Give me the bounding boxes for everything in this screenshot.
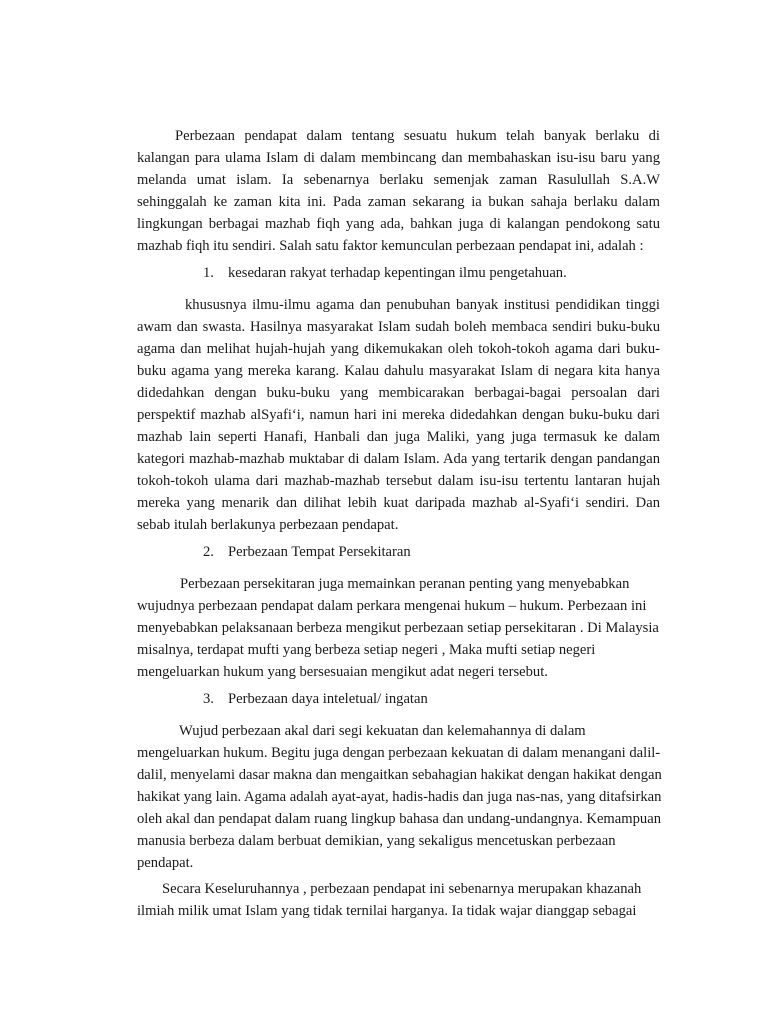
text-line: perspektif mazhab alSyafi‘i, namun hari ini mereka didedahkan dengan buku-buku dari [137,407,660,423]
text-line: kalangan para ulama Islam di dalam membincang dan membahaskan isu-isu baru yang [137,150,660,166]
text-line: ilmiah milik umat Islam yang tidak ternilai harganya. Ia tidak wajar dianggap sebagai [137,903,637,919]
text-line: misalnya, terdapat mufti yang berbeza setiap negeri , Maka mufti setiap negeri [137,642,596,658]
text-line: Perbezaan pendapat dalam tentang sesuatu hukum telah banyak berlaku di [175,128,660,144]
list-item-text: kesedaran rakyat terhadap kepentingan ilmu pengetahuan. [228,265,567,281]
list-number: 2. [203,544,214,560]
text-line: mazhab lain seperti Hanafi, Hanbali dan juga Maliki, yang juga termasuk ke dalam [137,429,660,445]
list-item-text: Perbezaan Tempat Persekitaran [228,544,411,560]
text-line: mereka yang menarik dan dilihat lebih kuat daripada mazhab al-Syafi‘i sendiri. Dan [137,495,660,511]
text-line: mengeluarkan hukum yang bersesuaian mengikut adat negeri tersebut. [137,664,548,680]
text-line: lingkungan berbagai mazhab fiqh yang ada, bahkan juga di kalangan pendokong satu [137,216,660,232]
text-line: sebab itulah berlakunya perbezaan pendapat. [137,517,399,533]
text-line: Perbezaan persekitaran juga memainkan peranan penting yang menyebabkan [180,576,630,592]
text-line: oleh akal dan pendapat dalam ruang lingkup bahasa dan undang-undangnya. Kemampuan [137,811,661,827]
text-line: menyebabkan pelaksanaan berbeza mengikut perbezaan setiap persekitaran . Di Malaysia [137,620,659,636]
list-item-text: Perbezaan daya inteletual/ ingatan [228,691,428,707]
text-line: khususnya ilmu-ilmu agama dan penubuhan banyak institusi pendidikan tinggi [185,297,660,313]
text-line: manusia berbeza dalam berbuat demikian, yang sekaligus mencetuskan perbezaan [137,833,616,849]
text-line: wujudnya perbezaan pendapat dalam perkara mengenai hukum – hukum. Perbezaan ini [137,598,647,614]
text-line: hakikat yang lain. Agama adalah ayat-ayat, hadis-hadis dan juga nas-nas, yang ditafsirkan [137,789,662,805]
text-line: Secara Keseluruhannya , perbezaan pendapat ini sebenarnya merupakan khazanah [162,881,642,897]
text-line: agama dan melihat hujah-hujah yang dikemukakan oleh tokoh-tokoh agama dari buku- [137,341,660,357]
list-number: 1. [203,265,214,281]
text-line: didedahkan dengan buku-buku yang membicarakan berbagai-bagai persoalan dari [137,385,660,401]
list-number: 3. [203,691,214,707]
text-line: buku agama yang mereka karang. Kalau dahulu masyarakat Islam di negara kita hanya [137,363,660,379]
text-line: melanda umat islam. Ia sebenarnya berlaku semenjak zaman Rasulullah S.A.W [137,172,660,188]
text-line: Wujud perbezaan akal dari segi kekuatan dan kelemahannya di dalam [179,723,586,739]
text-line: tokoh-tokoh ulama dari mazhab-mazhab tersebut dalam isu-isu tertentu lantaran hujah [137,473,660,489]
text-line: dalil, menyelami dasar makna dan mengaitkan sebahagian hakikat dengan hakikat dengan [137,767,662,783]
text-line: mengeluarkan hukum. Begitu juga dengan perbezaan kekuatan di dalam menangani dalil- [137,745,661,761]
text-line: mazhab fiqh itu sendiri. Salah satu faktor kemunculan perbezaan pendapat ini, adalah : [137,238,644,254]
text-line: kategori mazhab-mazhab muktabar di dalam Islam. Ada yang tertarik dengan pandangan [137,451,660,467]
text-line: sehinggalah ke zaman kita ini. Pada zaman sekarang ia bukan sahaja berlaku dalam [137,194,660,210]
text-line: pendapat. [137,855,194,871]
text-line: awam dan swasta. Hasilnya masyarakat Islam sudah boleh membaca sendiri buku-buku [137,319,660,335]
